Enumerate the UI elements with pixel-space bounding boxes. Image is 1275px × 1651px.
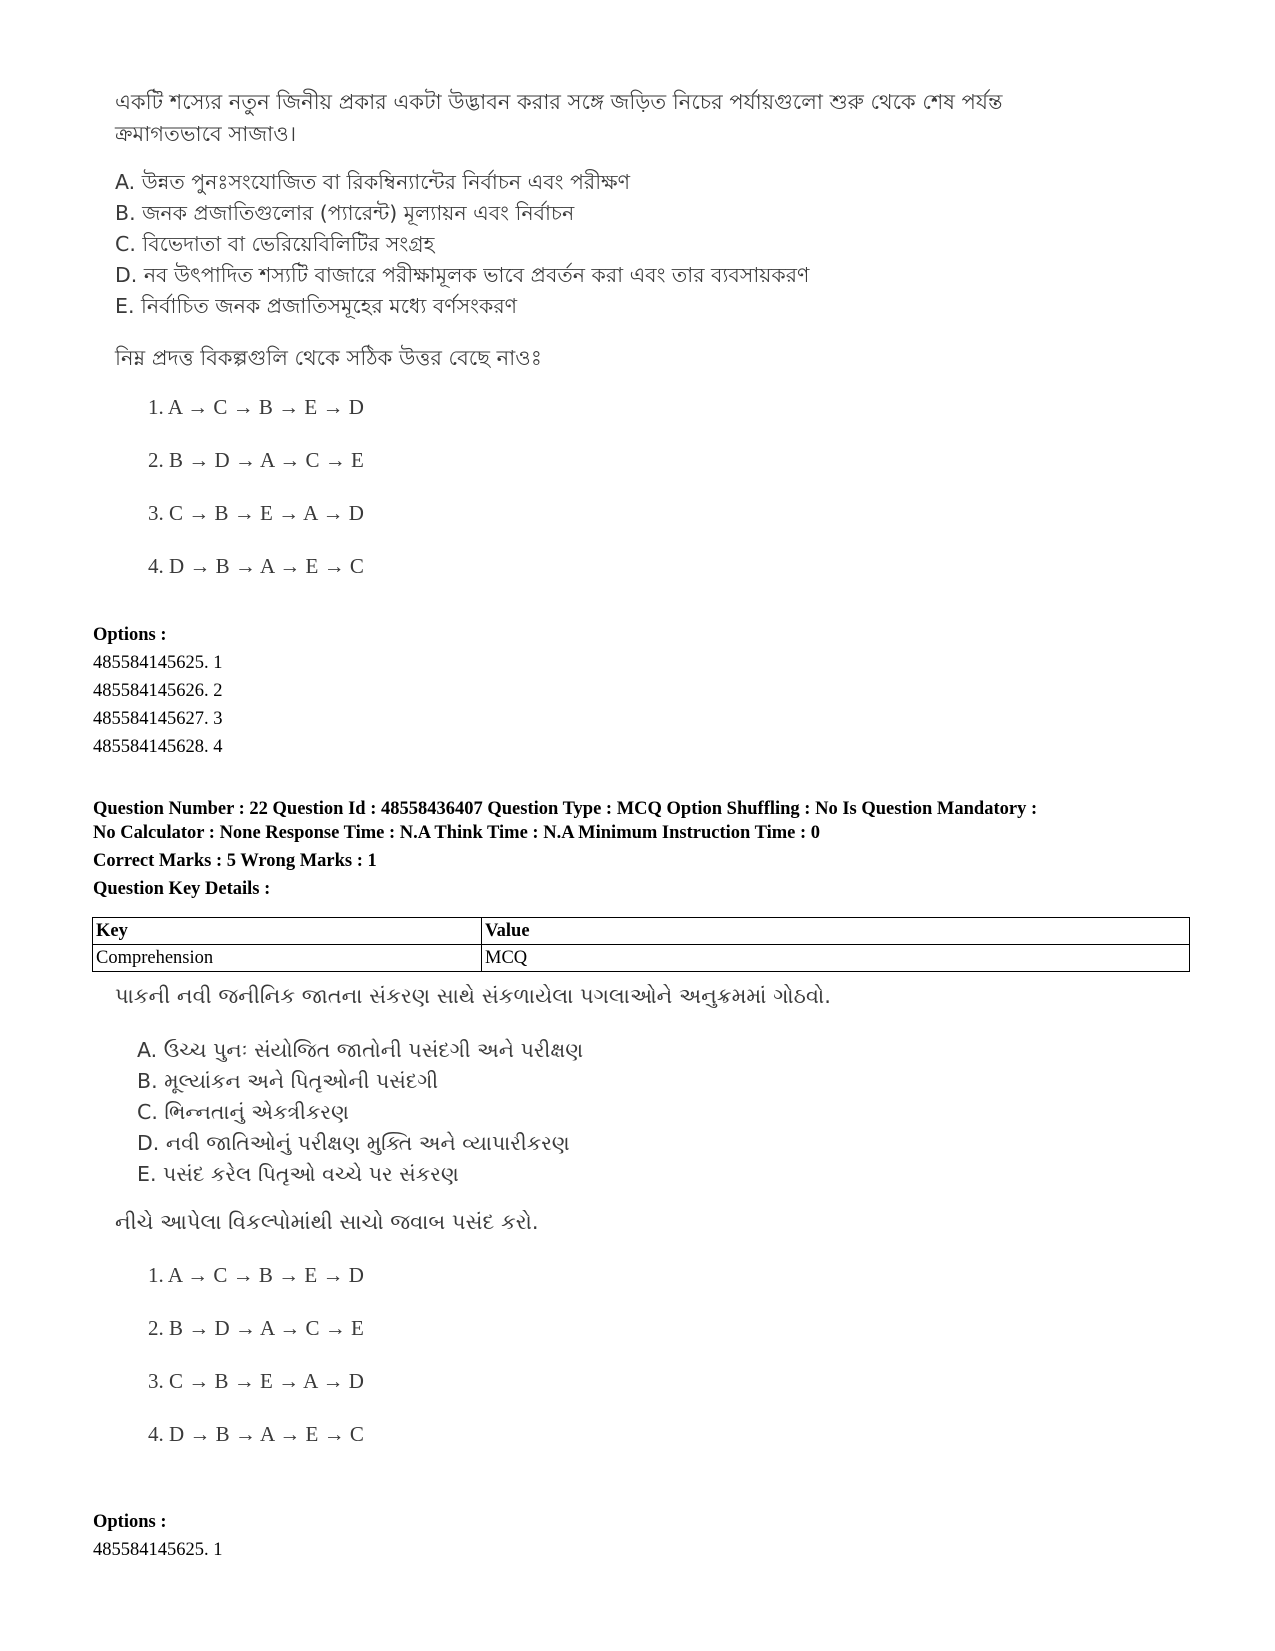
choice-3: 3. C → B → E → A → D: [148, 501, 364, 525]
question-meta-line2: No Calculator : None Response Time : N.A Think Time : N.A Minimum Instruction Time : 0: [93, 823, 821, 843]
marks-line: Correct Marks : 5 Wrong Marks : 1: [93, 851, 377, 871]
statement-b: B. জনক প্রজাতিগুলোর (প্যারেন্ট) মূল্যায়ন এবং নির্বাচন: [115, 201, 575, 225]
question-meta-line1: Question Number : 22 Question Id : 48558436407 Question Type : MCQ Option Shuffling : No Is Question Mandatory :: [93, 799, 1038, 819]
choice-2: 2. B → D → A → C → E: [148, 1316, 364, 1340]
option-item: 485584145628. 4: [93, 737, 223, 757]
question-intro: પાકની નવી જનીનિક જાતના સંકરણ સાથે સંકળાયેલા પગલાઓને અનુક્રમમાં ગોઠવો.: [115, 984, 831, 1008]
question-key-table: [92, 917, 1190, 972]
question-meta: [93, 797, 1213, 901]
table-header-row: [93, 918, 1190, 945]
bengali-question-image: [115, 86, 1115, 596]
choice-3: 3. C → B → E → A → D: [148, 1369, 364, 1393]
question-intro: একটি শস্যের নতুন জিনীয় প্রকার একটা উদ্ভাবন করার সঙ্গে জড়িত নিচের পর্যায়গুলো শুরু থেকে শেষ পর্যন্ত ক্রমাগতভাবে সাজাও।: [115, 90, 1003, 146]
statement-c: C. বিভেদাতা বা ভেরিয়েবিলিটির সংগ্রহ: [115, 232, 435, 256]
key-details-heading: Question Key Details :: [93, 879, 271, 899]
option-item: 485584145625. 1: [93, 653, 223, 673]
choice-2: 2. B → D → A → C → E: [148, 448, 364, 472]
choice-1: 1. A → C → B → E → D: [148, 395, 364, 419]
options-section-1: [93, 621, 223, 761]
choice-1: 1. A → C → B → E → D: [148, 1263, 364, 1287]
statement-a: A. ઉચ્ચ પુનઃ સંયોજિત જાતોની પસંદગી અને પરીક્ષણ: [137, 1038, 584, 1062]
question-ask: નીચે આપેલા વિકલ્પોમાંથી સાચો જવાબ પસંદ કરો.: [115, 1210, 539, 1234]
statement-b: B. મૂલ્યાંકન અને પિતૃઓની પસંદગી: [137, 1069, 439, 1093]
table-cell-value: MCQ: [482, 945, 1190, 972]
column-header-key: Key: [93, 918, 482, 945]
statement-d: D. নব উৎপাদিত শস্যটি বাজারে পরীক্ষামূলক ভাবে প্রবর্তন করা এবং তার ব্যবসায়করণ: [115, 263, 810, 287]
statement-d: D. નવી જાતિઓનું પરીક્ષણ મુક્તિ અને વ્યાપારીકરણ: [137, 1131, 570, 1155]
option-item: 485584145625. 1: [93, 1540, 223, 1560]
statement-e: E. પસંદ કરેલ પિતૃઓ વચ્ચે પર સંકરણ: [137, 1162, 459, 1186]
option-item: 485584145627. 3: [93, 709, 223, 729]
table-row: [93, 945, 1190, 972]
options-heading: Options :: [93, 1512, 167, 1532]
options-heading: Options :: [93, 625, 167, 645]
choice-4: 4. D → B → A → E → C: [148, 554, 364, 578]
question-ask: নিম্ন প্রদত্ত বিকল্পগুলি থেকে সঠিক উত্তর বেছে নাওঃ: [115, 346, 542, 370]
statement-a: A. উন্নত পুনঃসংযোজিত বা রিকম্বিন্যান্টের নির্বাচন এবং পরীক্ষণ: [115, 170, 631, 194]
statement-e: E. নির্বাচিত জনক প্রজাতিসমূহের মধ্যে বর্ণসংকরণ: [115, 294, 518, 318]
choice-4: 4. D → B → A → E → C: [148, 1422, 364, 1446]
column-header-value: Value: [482, 918, 1190, 945]
statement-c: C. ભિન્નતાનું એકત્રીકરણ: [137, 1100, 349, 1124]
table-cell-key: Comprehension: [93, 945, 482, 972]
gujarati-question-image: [115, 984, 1115, 1464]
option-item: 485584145626. 2: [93, 681, 223, 701]
options-section-2: [93, 1508, 223, 1564]
